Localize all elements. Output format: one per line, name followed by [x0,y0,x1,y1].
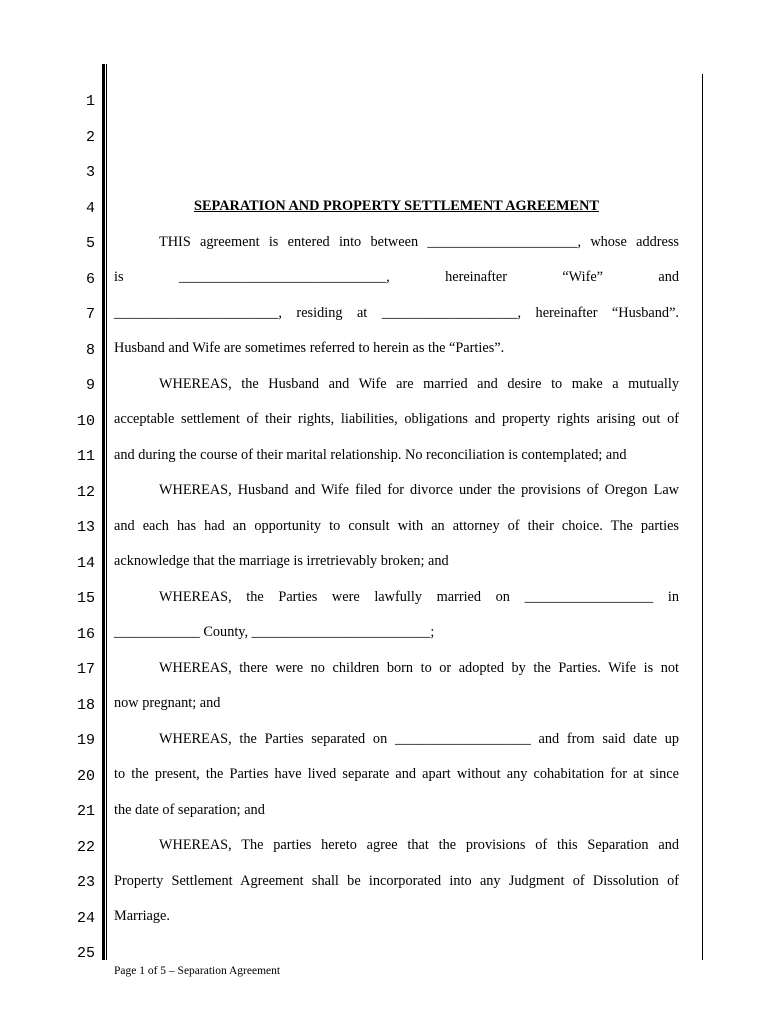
text-line: Marriage. [114,908,170,924]
left-margin-rule [102,64,105,960]
left-margin-rule-thin [106,64,107,960]
line-number: 6 [85,271,95,288]
text-line: WHEREAS, there were no children born to or adopted by the Parties. Wife is not [159,660,679,676]
text-line: and during the course of their marital relationship. No reconciliation is contemplated; and [114,447,627,463]
line-number: 11 [76,448,95,465]
text-line: Husband and Wife are sometimes referred to herein as the “Parties”. [114,340,505,356]
line-number: 16 [76,626,95,643]
text-line: now pregnant; and [114,695,221,711]
text-line: THIS agreement is entered into between _____________________, whose address [159,234,679,250]
line-number: 7 [85,306,95,323]
document-title: SEPARATION AND PROPERTY SETTLEMENT AGREEMENT [194,198,599,214]
text-line: acknowledge that the marriage is irretrievably broken; and [114,553,449,569]
line-number: 4 [85,200,95,217]
text-line: the date of separation; and [114,802,265,818]
line-number: 13 [76,519,95,536]
line-number: 8 [85,342,95,359]
line-number: 3 [85,164,95,181]
line-number: 19 [76,732,95,749]
text-line: WHEREAS, The parties hereto agree that the provisions of this Separation and [159,837,679,853]
line-number: 17 [76,661,95,678]
right-margin-rule [702,74,703,960]
text-line: acceptable settlement of their rights, liabilities, obligations and property rights arising out of [114,411,679,427]
text-line: is _____________________________, hereinafter “Wife” and [114,269,679,285]
text-line: WHEREAS, the Parties separated on ___________________ and from said date up [159,731,679,747]
text-line: ____________ County, _________________________; [114,624,435,640]
line-number: 25 [76,945,95,962]
text-line: to the present, the Parties have lived separate and apart without any cohabitation for at since [114,766,679,782]
line-number: 12 [76,484,95,501]
line-number: 18 [76,697,95,714]
text-line: Property Settlement Agreement shall be incorporated into any Judgment of Dissolution of [114,873,679,889]
line-number: 20 [76,768,95,785]
line-number: 14 [76,555,95,572]
page-footer: Page 1 of 5 – Separation Agreement [114,965,281,977]
line-number: 15 [76,590,95,607]
text-line: _______________________, residing at ___________________, hereinafter “Husband”. [114,305,679,321]
line-number: 22 [76,839,95,856]
line-number: 5 [85,235,95,252]
line-number: 23 [76,874,95,891]
text-line: WHEREAS, the Parties were lawfully married on __________________ in [159,589,679,605]
text-line: WHEREAS, the Husband and Wife are married and desire to make a mutually [159,376,679,392]
line-number: 1 [85,93,95,110]
line-number: 9 [85,377,95,394]
line-number: 2 [85,129,95,146]
line-number: 24 [76,910,95,927]
line-number: 21 [76,803,95,820]
text-line: WHEREAS, Husband and Wife filed for divorce under the provisions of Oregon Law [159,482,679,498]
text-line: and each has had an opportunity to consult with an attorney of their choice. The parties [114,518,679,534]
line-number: 10 [76,413,95,430]
